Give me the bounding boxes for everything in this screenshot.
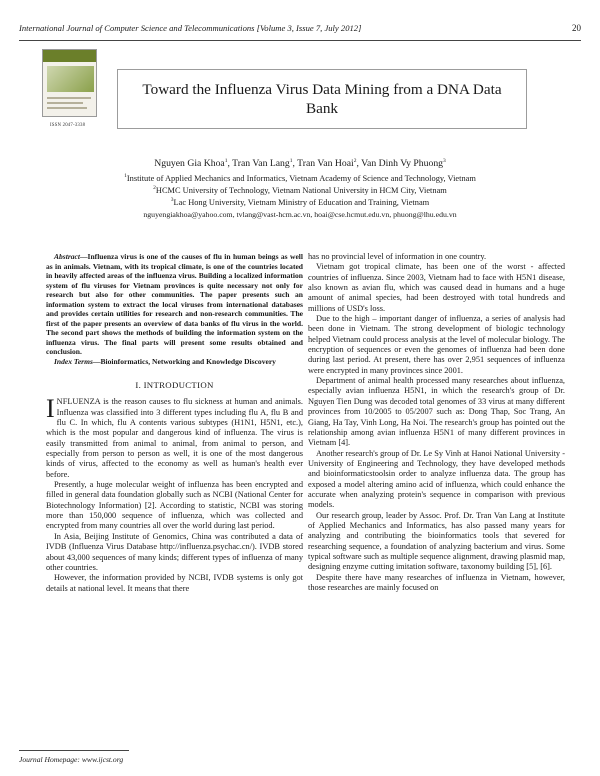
left-column [46, 252, 303, 594]
body-paragraph: Due to the high – important danger of influenza, a series of analysis had been done in Vietnam. The strong development of biologic technology helped Vietnam could process analysis at the level of molecular biology. The encryption of sequences or even the genomes of influenza had been done during last period. At present, there has over 2,951 sequences of influenza were encrypted in many provinces since 2001. [308, 314, 565, 375]
section-heading-introduction: I. INTRODUCTION [135, 380, 214, 390]
body-paragraph: Department of animal health processed many researches about influenza, especially avian influenza H5N1, in which the research's group of Dr. Nguyen Tien Dung was decoded total genomes of 33 virus at many different provinces from 10/2005 to 05/2007 such as: Dong Thap, Soc Trang, An Giang, Ha Tay, Vinh Long, Ha Noi. The research's group has pointed out the relationship among avian influenza H5N1 of many different provinces in Vietnam [4]. [308, 376, 565, 448]
intro-paragraph: INFLUENZA is the reason causes to flu sickness at human and animals. Influenza was classified into 3 different types including flu A, flu B and flu C. In which, flu A contents various subtypes (H1N1, H5N1, etc.), which is the most popular and dangerous kind of influenza. The virus is easily transmitted from animal to animal, from animal to person, and especially from person to person as well, it is one of the most dangerous kinds of virus, affected to the economy as well as human's health ever before. [46, 394, 303, 479]
journal-header [19, 23, 581, 33]
body-paragraph: Our research group, leader by Assoc. Prof. Dr. Tran Van Lang at Institute of Applied Mechanics and Informatics, has also passed many years for analyzing and contributing the bioinformatics tools that severed for researching sequence, a foundation of analyzing bacterium and virus. Some typical software such as multiple sequence alignment, drawing plasmid map, designing enzyme cutting imitation software, taxonomy building [5], [6]. [308, 510, 565, 572]
author-name: Tran Van Lang [232, 158, 290, 170]
abstract: Abstract—Influenza virus is one of the causes of flu in human beings as well as in animals. Vietnam, with its tropical climate, is one of the countries located in heavily affected areas of the influenza virus. Building a localized information system of flu viruses for Vietnam provinces is quite necessary not only for research but also for other communities. The paper presents such an information system to extract the local viruses from international databases and provides certain utilities for research and non-research communities. The first of the paper presents an overview of data banks of flu virus in the world. The second part shows the methods of building the information system on the influenza virus. The final parts will present some results obtained and conclusion. [46, 252, 303, 356]
body-paragraph: Despite there have many researches of influenza in Vietnam, however, those researches are mainly focused on [308, 572, 565, 592]
affiliation-2: $^2$HCMC University of Technology, Vietnam National University in HCM City, Vietnam [153, 185, 447, 195]
paper-title: Toward the Influenza Virus Data Mining from a DNA Data Bank [117, 69, 527, 129]
author-name: Tran Van Hoai [297, 158, 354, 170]
body-paragraph: Another research's group of Dr. Le Sy Vinh at Hanoi National University - University of Engineering and Technology, they have developed methods and bioinformaticstoolsin order to analyze influenza data. The group has exposed a model altering amino acid of influenza, which could enhance the accurate when analyzing protein's sequence in comparison with previous models. [308, 448, 565, 510]
author-list: Nguyen Gia Khoa$^1$, Tran Van Lang$^1$, Tran Van Hoai$^2$, Van Dinh Vy Phuong$^3$ [154, 158, 446, 170]
intro-paragraph: In Asia, Beijing Institute of Genomics, China was contributed a data of IVDB (Influenza Virus Database http://influenza.psychac.cn/). IVDB stored about 43,000 sequences of many kinds; different types of influenza of many other countries. [46, 531, 303, 572]
footer-rule [19, 750, 129, 751]
journal-title: International Journal of Computer Science and Telecommunications [Volume 3, Issue 7, July 2012] [19, 23, 362, 33]
author-name: Nguyen Gia Khoa [154, 158, 225, 170]
author-emails: nguyengiakhoa@yahoo.com, tvlang@vast-hcm.ac.vn, hoai@cse.hcmut.edu.vn, phuong@lhu.edu.vn [143, 210, 457, 219]
journal-homepage-footer: Journal Homepage: www.ijcst.org [19, 755, 124, 764]
body-paragraph: Vietnam got tropical climate, has been one of the worst - affected countries of influenza. Since 2003, Vietnam had to face with H5N1 disease, also known as avian flu, which was caused dead in humans and a huge amount of animal species, had been destroyed with total hundreds and millions of USD's loss. [308, 262, 565, 313]
affiliation-1: $^1$Institute of Applied Mechanics and Informatics, Vietnam Academy of Science and Technology, Vietnam [124, 173, 476, 183]
journal-cover-thumbnail [42, 49, 97, 117]
drop-cap: I [46, 394, 55, 424]
intro-paragraph: Presently, a huge molecular weight of influenza has been encrypted and filled in general data foundation globally such as NCBI (National Center for Biotechnology Information) [2]. According to statistic, NCBI was storing more than 150,000 sequence of influenza, which was collected and encrypted from many countries all over the world during last period. [46, 480, 303, 531]
header-rule [19, 40, 581, 41]
intro-paragraph: However, the information provided by NCBI, IVDB systems is only got details at national level. It means that there [46, 573, 303, 593]
right-column [308, 252, 565, 593]
author-name: Van Dinh Vy Phuong [361, 158, 444, 170]
page-number: 20 [572, 23, 581, 33]
issn-label: ISSN 2047-3338 [50, 123, 86, 128]
body-paragraph: has no provincial level of information in one country. [308, 252, 487, 261]
affiliation-3: $^3$Lac Hong University, Vietnam Ministry of Education and Training, Vietnam [170, 197, 430, 207]
index-terms: Index Terms—Bioinformatics, Networking and Knowledge Discovery [54, 356, 276, 366]
